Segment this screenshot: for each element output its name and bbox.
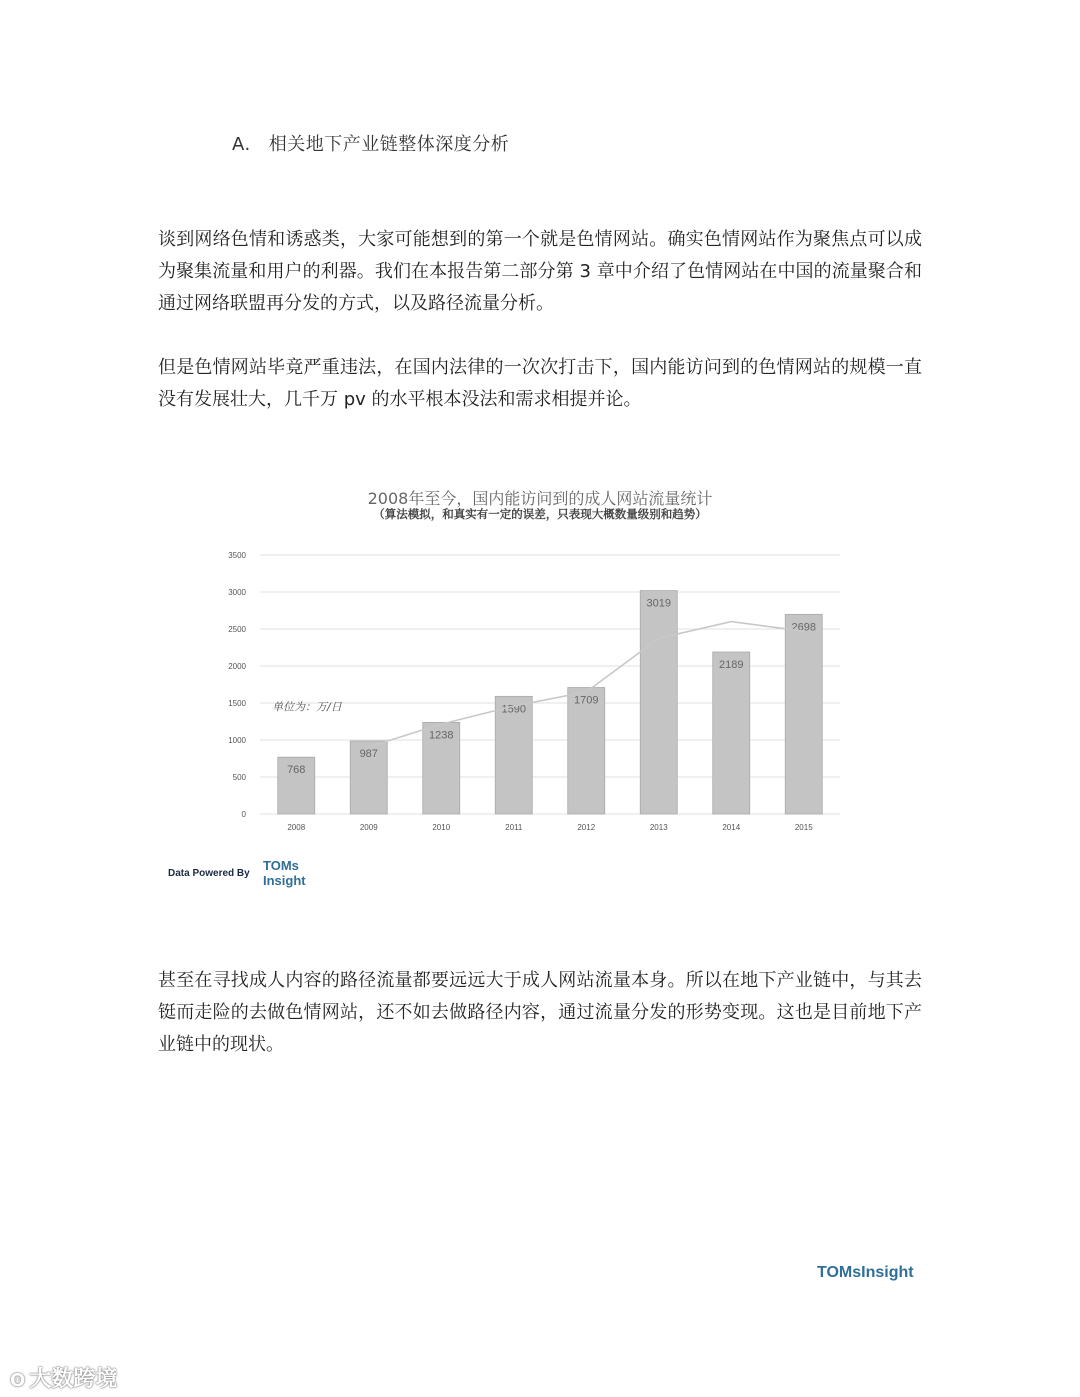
data-label: 2189 <box>719 659 744 672</box>
paragraph-2: 但是色情网站毕竟严重违法，在国内法律的一次次打击下，国内能访问到的色情网站的规模一直没有发展壮大，几千万 pv 的水平根本没法和需求相提并论。 <box>158 357 922 410</box>
data-label: 987 <box>359 747 378 760</box>
watermark-text: 大数跨境 <box>29 1367 118 1392</box>
x-tick-label: 2011 <box>505 823 523 832</box>
x-tick-label: 2010 <box>432 823 451 832</box>
x-tick-label: 2012 <box>577 823 596 832</box>
unit-note: 单位为：万/日 <box>272 700 342 714</box>
paragraph-3: 甚至在寻找成人内容的路径流量都要远远大于成人网站流量本身。所以在地下产业链中，与其去铤而走险的去做色情网站，还不如去做路径内容，通过流量分发的形势变现。这也是目前地下产业链中的现状。 <box>158 970 922 1055</box>
y-tick-label: 3000 <box>228 588 246 597</box>
watermark <box>10 1362 117 1393</box>
y-tick-label: 2000 <box>228 662 246 671</box>
data-label: 1709 <box>574 694 599 707</box>
footer-logo: TOMsInsight <box>817 1264 914 1281</box>
chart-title: 2008年至今，国内能访问到的成人网站流量统计 <box>367 489 713 508</box>
credit-logo <box>263 858 306 888</box>
logo-icon: ʘ <box>10 1370 26 1391</box>
credit-logo-line2: Insight <box>263 873 306 888</box>
y-tick-label: 1000 <box>228 736 246 745</box>
credit-logo-line1: TOMs <box>263 858 299 873</box>
data-credit: Data Powered By <box>168 868 250 879</box>
y-tick-label: 3500 <box>228 551 246 560</box>
y-tick-label: 2500 <box>228 625 246 634</box>
bar <box>713 652 750 814</box>
bar <box>785 614 822 814</box>
x-tick-label: 2008 <box>287 823 306 832</box>
section-title: 相关地下产业链整体深度分析 <box>268 134 510 155</box>
bar <box>640 591 677 814</box>
section-marker: A. <box>232 134 251 155</box>
x-tick-label: 2013 <box>649 823 668 832</box>
chart-subtitle: （算法模拟，和真实有一定的误差，只表现大概数量级别和趋势） <box>373 507 707 521</box>
x-tick-label: 2014 <box>722 823 741 832</box>
y-tick-label: 0 <box>241 810 246 819</box>
data-label: 3019 <box>646 597 671 610</box>
data-label: 768 <box>287 764 306 777</box>
data-label: 1238 <box>429 729 454 742</box>
data-label: 2698 <box>791 621 816 634</box>
paragraph-1: 谈到网络色情和诱惑类，大家可能想到的第一个就是色情网站。确实色情网站作为聚焦点可以成为聚集流量和用户的利器。我们在本报告第二部分第 3 章中介绍了色情网站在中国的流量聚合和通过网络联盟再分发的方式，以及路径流量分析。 <box>158 229 922 314</box>
section-heading <box>232 130 509 156</box>
y-tick-label: 500 <box>232 773 246 782</box>
x-tick-label: 2015 <box>794 823 813 832</box>
data-label: 1590 <box>501 703 526 716</box>
y-tick-label: 1500 <box>228 699 246 708</box>
x-tick-label: 2009 <box>359 823 378 832</box>
traffic-chart <box>200 540 860 840</box>
